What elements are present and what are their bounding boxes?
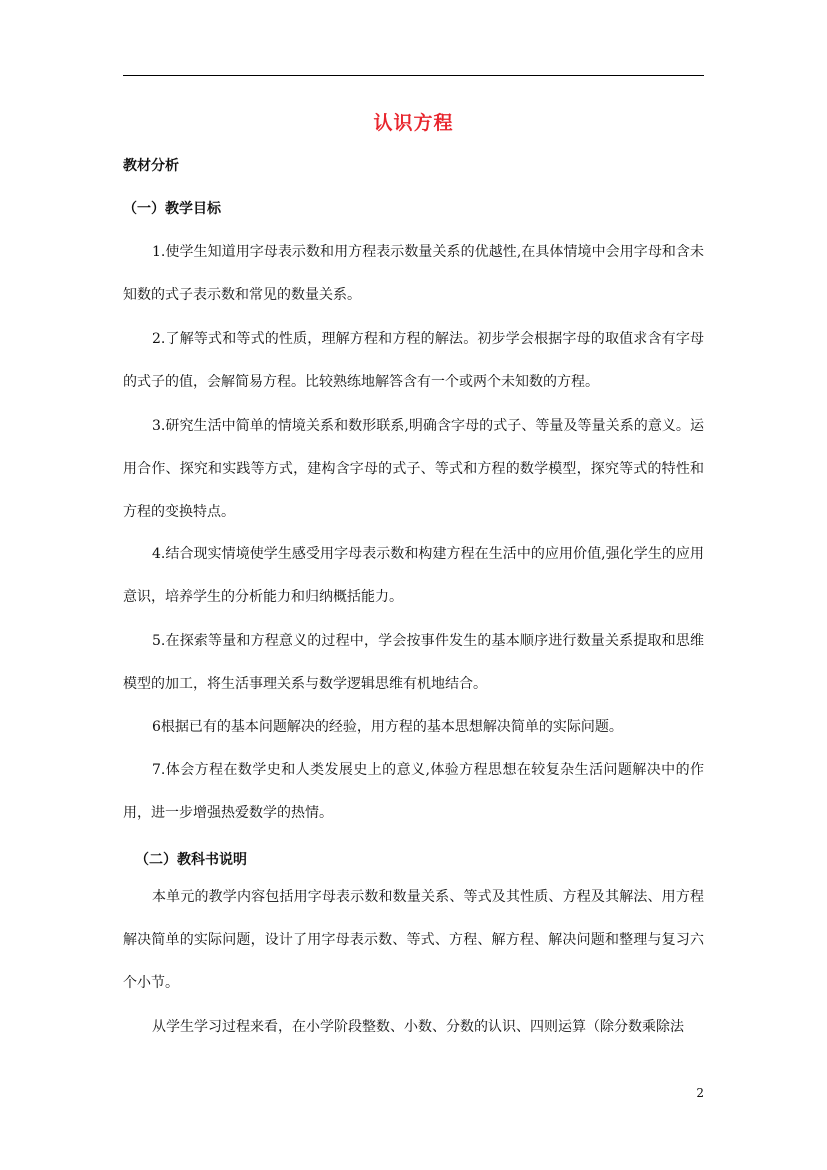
- goal-paragraph-3: 3.研究生活中简单的情境关系和数形联系,明确含字母的式子、等量及等量关系的意义。运用合作、探究和实践等方式，建构含字母的式子、等式和方程的数学模型，探究等式的特性和方程的变换特点。: [123, 418, 704, 520]
- page-number: 2: [696, 1086, 704, 1100]
- goal-paragraph-5: 5.在探索等量和方程意义的过程中，学会按事件发生的基本顺序进行数量关系提取和思维模型的加工，将生活事理关系与数学逻辑思维有机地结合。: [123, 633, 704, 692]
- section-heading: 教材分析: [123, 158, 179, 174]
- textbook-paragraph-1: 本单元的教学内容包括用字母表示数和数量关系、等式及其性质、方程及其解法、用方程解决简单的实际问题，设计了用字母表示数、等式、方程、解方程、解决问题和整理与复习六个小节。: [123, 889, 704, 991]
- subsection-heading-textbook: （二）教科书说明: [135, 852, 247, 868]
- goal-paragraph-4: 4.结合现实情境使学生感受用字母表示数和构建方程在生活中的应用价值,强化学生的应用意识，培养学生的分析能力和归纳概括能力。: [123, 546, 704, 605]
- goal-paragraph-7: 7.体会方程在数学史和人类发展史上的意义,体验方程思想在较复杂生活问题解决中的作用，进一步增强热爱数学的热情。: [123, 762, 704, 821]
- goal-paragraph-2: 2.了解等式和等式的性质，理解方程和方程的解法。初步学会根据字母的取值求含有字母的式子的值，会解简易方程。比较熟练地解答含有一个或两个未知数的方程。: [123, 331, 704, 390]
- textbook-paragraph-2: 从学生学习过程来看，在小学阶段整数、小数、分数的认识、四则运算（除分数乘除法: [152, 1019, 684, 1035]
- goal-paragraph-6: 6根据已有的基本问题解决的经验，用方程的基本思想解决简单的实际问题。: [152, 719, 623, 735]
- page-title: 认识方程: [373, 112, 454, 134]
- header-rule: [123, 75, 704, 76]
- subsection-heading-goals: （一）教学目标: [123, 201, 221, 217]
- goal-paragraph-1: 1.使学生知道用字母表示数和用方程表示数量关系的优越性,在具体情境中会用字母和含未知数的式子表示数和常见的数量关系。: [123, 244, 704, 303]
